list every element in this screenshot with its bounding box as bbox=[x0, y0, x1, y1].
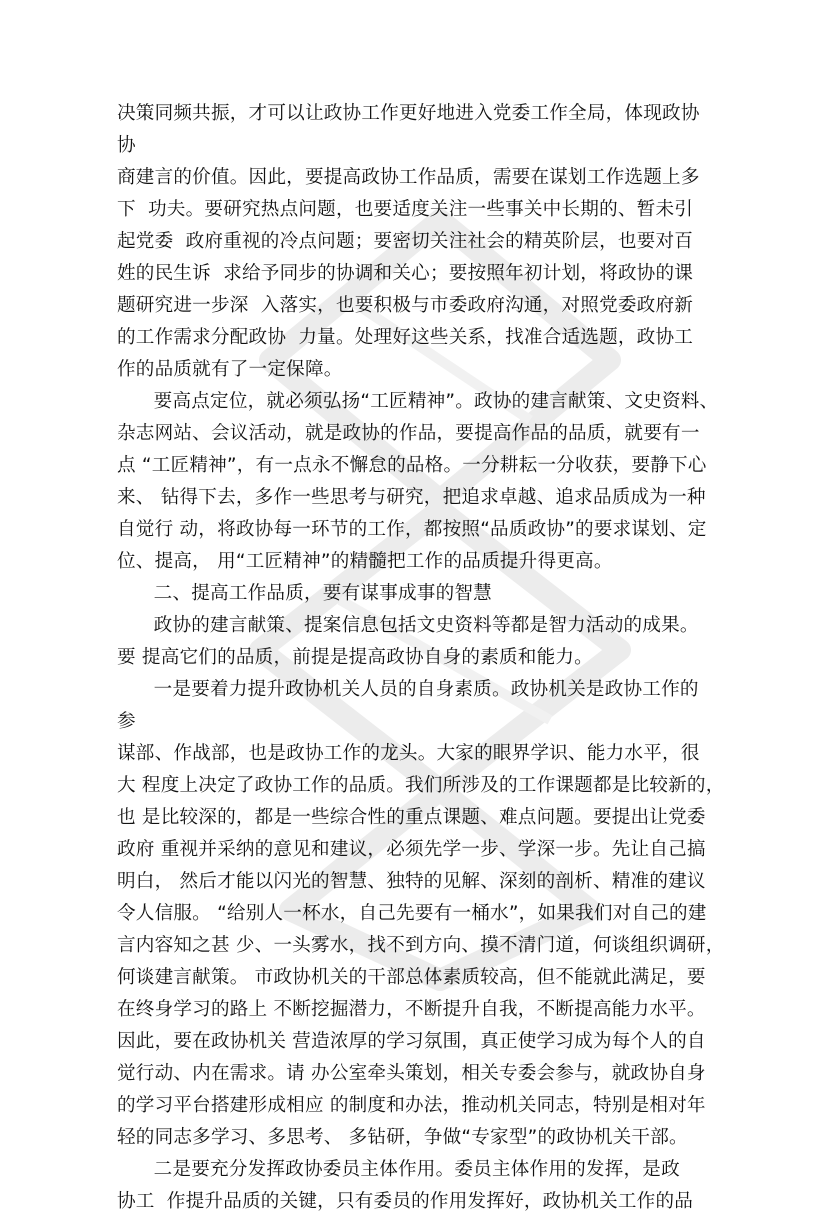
text-line: 点 “工匠精神”，有一点永不懈怠的品格。一分耕耘一分收获，要静下心 bbox=[117, 455, 707, 476]
text-line: 协工 作提升品质的关键，只有委员的作用发挥好，政协机关工作的品 bbox=[117, 1191, 694, 1212]
text-line: 姓的民生诉 求给予同步的协调和关心；要按照年初计划，将政协的课 bbox=[117, 263, 694, 284]
text-line: 自觉行 动，将政协每一环节的工作，都按照“品质政协”的要求谋划、定 bbox=[117, 519, 707, 540]
paragraph-start-line: 二是要充分发挥政协委员主体作用。委员主体作用的发挥，是政 bbox=[117, 1159, 680, 1180]
text-line: 的学习平台搭建形成相应 的制度和办法，推动机关同志，特别是相对年 bbox=[117, 1095, 706, 1116]
text-line: 要 提高它们的品质，前提是提高政协自身的素质和能力。 bbox=[117, 647, 593, 668]
text-line: 令人信服。 “给别人一杯水，自己先要有一桶水”，如果我们对自己的建 bbox=[117, 903, 707, 924]
text-line: 言内容知之甚 少、一头雾水，找不到方向、摸不清门道，何谈组织调研， bbox=[117, 935, 725, 956]
paragraph-start-line: 一是要着力提升政协机关人员的自身素质。政协机关是政协工作的 bbox=[117, 679, 699, 700]
paragraph-start-line: 政协的建言献策、提案信息包括文史资料等都是智力活动的成果。 bbox=[117, 615, 699, 636]
paragraph-start-line: 要高点定位，就必须弘扬“工匠精神”。政协的建言献策、文史资料、 bbox=[117, 391, 719, 412]
text-line: 参 bbox=[117, 711, 136, 732]
text-line: 觉行动、内在需求。请 办公室牵头策划，相关专委会参与，就政协自身 bbox=[117, 1063, 706, 1084]
text-line: 的工作需求分配政协 力量。处理好这些关系，找准合适选题，政协工 bbox=[117, 327, 694, 348]
text-line: 政府 重视并采纳的意见和建议，必须先学一步、学深一步。先让自己搞 bbox=[117, 839, 706, 860]
text-line: 商建言的价值。因此，要提高政协工作品质，需要在谋划工作选题上多 bbox=[117, 167, 700, 188]
text-line: 位、提高， 用“工匠精神”的精髓把工作的品质提升得更高。 bbox=[117, 551, 613, 572]
text-line: 决策同频共振，才可以让政协工作更好地进入党委工作全局，体现政协 bbox=[117, 103, 700, 124]
text-line: 在终身学习的路上 不断挖掘潜力，不断提升自我，不断提高能力水平。 bbox=[117, 999, 706, 1020]
text-line: 来、 钻得下去，多作一些思考与研究，把追求卓越、追求品质成为一种 bbox=[117, 487, 706, 508]
text-line: 下 功夫。要研究热点问题，也要适度关注一些事关中长期的、暂未引 bbox=[117, 199, 694, 220]
text-line: 作的品质就有了一定保障。 bbox=[117, 359, 343, 380]
text-line: 协 bbox=[117, 135, 136, 156]
text-line: 谋部、作战部，也是政协工作的龙头。大家的眼界学识、能力水平，很 bbox=[117, 743, 700, 764]
text-line: 轻的同志多学习、多思考、 多钻研，争做“专家型”的政协机关干部。 bbox=[117, 1127, 688, 1148]
text-line: 大 程度上决定了政协工作的品质。我们所涉及的工作课题都是比较新的， bbox=[117, 775, 725, 796]
text-line: 杂志网站、会议活动，就是政协的作品，要提高作品的品质，就要有一 bbox=[117, 423, 700, 444]
text-line: 何谈建言献策。 市政协机关的干部总体素质较高，但不能就此满足，要 bbox=[117, 967, 706, 988]
section-heading: 二、提高工作品质，要有谋事成事的智慧 bbox=[117, 583, 492, 604]
text-line: 题研究进一步深 入落实，也要积极与市委政府沟通，对照党委政府新 bbox=[117, 295, 694, 316]
text-line: 也 是比较深的，都是一些综合性的重点课题、难点问题。要提出让党委 bbox=[117, 807, 706, 828]
text-line: 明白， 然后才能以闪光的智慧、独特的见解、深刻的剖析、精准的建议 bbox=[117, 871, 706, 892]
text-line: 起党委 政府重视的冷点问题；要密切关注社会的精英阶层，也要对百 bbox=[117, 231, 694, 252]
body-text bbox=[117, 98, 727, 1218]
text-line: 因此，要在政协机关 营造浓厚的学习氛围，真正使学习成为每个人的自 bbox=[117, 1031, 706, 1052]
